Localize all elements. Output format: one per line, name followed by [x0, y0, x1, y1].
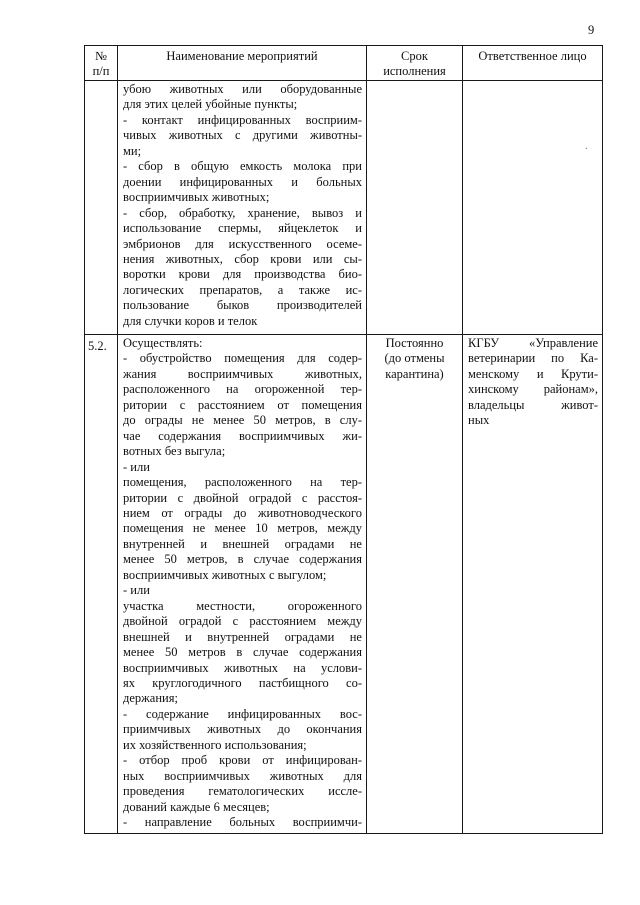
text-line: ритории с двойной оградой с расстоя- — [123, 490, 362, 505]
term-cell — [367, 335, 463, 834]
text-line: менее 50 метров, в случае содержания — [123, 552, 362, 567]
text-line: менее 50 метров в случае содержания — [123, 645, 362, 660]
text-line: для случки коров и телок — [123, 313, 258, 328]
text-line: чае содержания восприимчивых жи- — [123, 428, 362, 443]
text-line: помещения не менее 10 метров, между — [123, 521, 362, 536]
text-line: проведения гематологических иссле- — [123, 784, 362, 799]
text-line: помещения, расположенного на тер- — [123, 475, 362, 490]
text-line: дований каждые 6 месяцев; — [123, 799, 270, 814]
text-line: жания восприимчивых животных, — [123, 366, 362, 381]
text-line: ных восприимчивых животных для — [123, 768, 362, 783]
text-line: внешней и внутренней оградами не — [123, 629, 362, 644]
responsible-line: ветеринарии по Ка- — [468, 351, 598, 366]
text-line: ритории с расстоянием от помещения — [123, 397, 362, 412]
term-line: Постоянно — [385, 336, 444, 350]
table-header-row — [85, 46, 603, 81]
text-line: вотных без выгула; — [123, 444, 226, 459]
text-line: для этих целей убойные пункты; — [123, 97, 298, 112]
responsible-line: владельцы живот- — [468, 397, 598, 412]
text-line: приимчивых животных до окончания — [123, 722, 362, 737]
text-line: - или — [123, 583, 150, 598]
term-line: карантина) — [385, 366, 444, 381]
responsible-cell — [463, 335, 603, 834]
row-number-cell — [85, 81, 118, 335]
text-line: держания; — [123, 691, 178, 706]
text-line: доении инфицированных и больных — [123, 174, 362, 189]
text-line: внутренней и внешней оградами не — [123, 536, 362, 551]
text-line: использование спермы, яйцеклеток и — [123, 221, 362, 236]
text-line: воротки крови для производства био- — [123, 267, 362, 282]
text-line: двойной оградой с расстоянием между — [123, 614, 362, 629]
text-line: - отбор проб крови от инфицирован- — [123, 753, 362, 768]
text-line: логических препаратов, а также ис- — [123, 282, 362, 297]
row-number-cell: 5.2. — [85, 335, 118, 834]
text-line: убою животных или оборудованные — [123, 82, 362, 96]
text-line: до ограды не менее 50 метров, в слу- — [123, 413, 362, 428]
term-text — [367, 335, 462, 382]
text-line: - обустройство помещения для содер- — [123, 351, 362, 366]
text-line: восприимчивых животных на услови- — [123, 660, 362, 675]
header-measure-name: Наименование мероприятий — [118, 46, 367, 81]
header-responsible: Ответственное лицо — [463, 46, 603, 81]
text-line: - контакт инфицированных восприим- — [123, 112, 362, 127]
measure-text-cell — [118, 81, 367, 335]
scan-dot: · — [584, 144, 588, 155]
responsible-line: ных — [468, 413, 490, 428]
text-line: расположенного на огороженной тер- — [123, 382, 362, 397]
text-line: чивых животных с другими животны- — [123, 128, 362, 143]
measure-text — [118, 335, 366, 833]
text-line: нием от ограды до животноводческого — [123, 505, 362, 520]
text-line: ми; — [123, 143, 142, 158]
table-row — [85, 81, 603, 335]
responsible-line: менскому и Крути- — [468, 366, 598, 381]
text-line: эмбрионов для искусственного осеме- — [123, 236, 362, 251]
text-line: - или — [123, 459, 150, 474]
text-line: пользование быков производителей — [123, 298, 362, 313]
text-line: - содержание инфицированных вос- — [123, 706, 362, 721]
text-line: - направление больных восприимчи- — [123, 815, 362, 830]
term-cell — [367, 81, 463, 335]
text-line: - сбор в общую емкость молока при — [123, 159, 362, 174]
term-line: (до отмены — [384, 351, 445, 366]
text-line: нения животных, сбор крови или сы- — [123, 251, 362, 266]
responsible-line: хинскому районам», — [468, 382, 598, 397]
text-line: - сбор, обработку, хранение, вывоз и — [123, 205, 362, 220]
measure-text — [118, 81, 366, 331]
table-row — [85, 335, 603, 834]
responsible-text — [463, 335, 602, 429]
text-line: восприимчивых животных; — [123, 190, 270, 205]
page-number: 9 — [588, 23, 595, 37]
responsible-line: КГБУ «Управление — [468, 336, 598, 350]
text-line: Осуществлять: — [123, 336, 203, 350]
measure-text-cell — [118, 335, 367, 834]
text-line: ях круглогодичного пастбищного со- — [123, 675, 362, 690]
measures-table — [84, 45, 603, 834]
text-line: участка местности, огороженного — [123, 598, 362, 613]
header-number: № п/п — [85, 46, 118, 81]
text-line: их хозяйственного использования; — [123, 737, 307, 752]
header-term: Срок исполнения — [367, 46, 463, 81]
text-line: восприимчивых животных с выгулом; — [123, 567, 327, 582]
responsible-cell — [463, 81, 603, 335]
